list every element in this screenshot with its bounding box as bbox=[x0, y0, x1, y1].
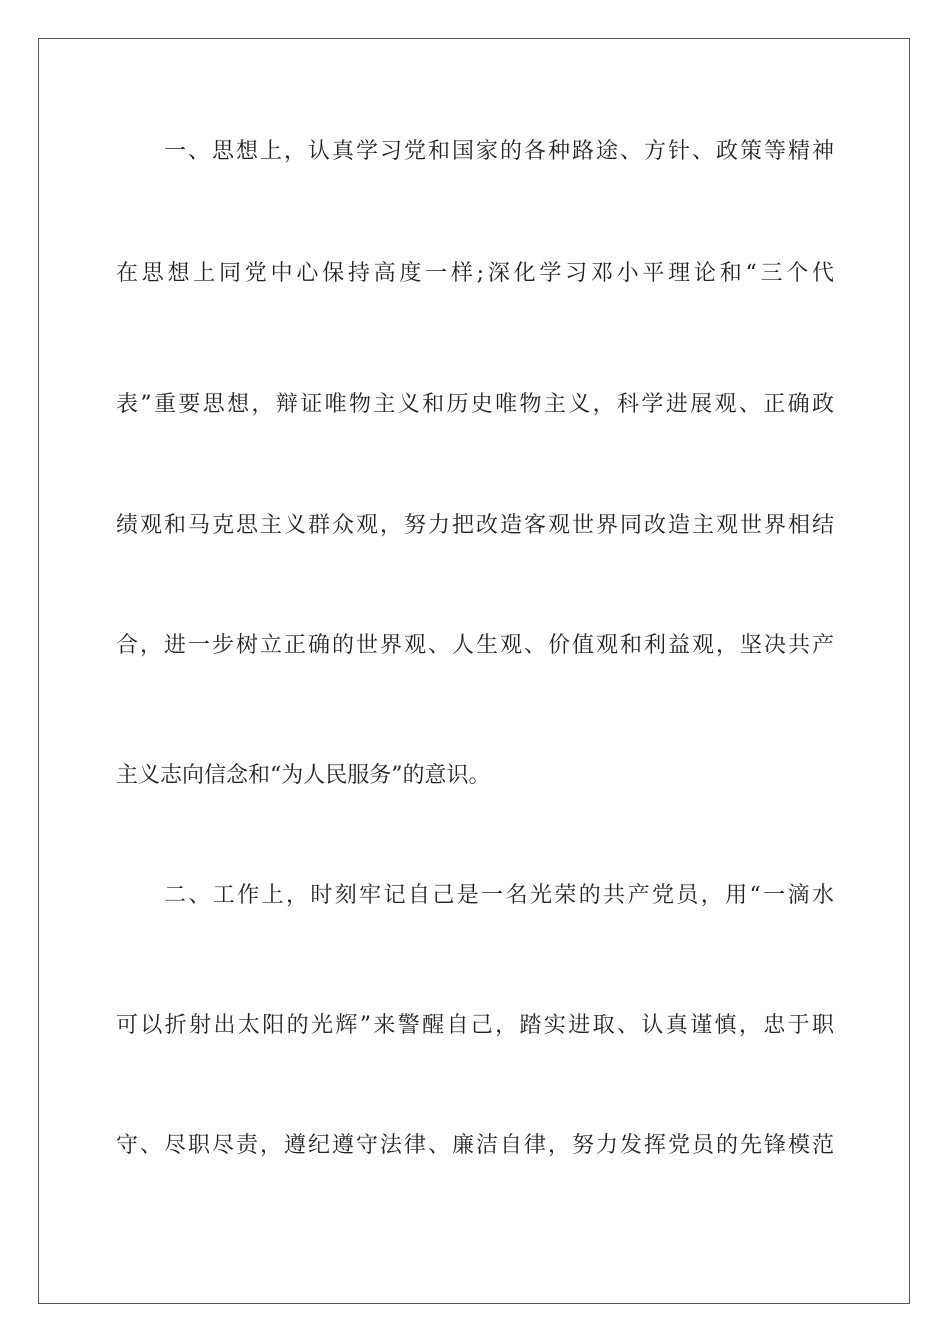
paragraph-line: 二、工作上，时刻牢记自己是一名光荣的共产党员，用“一滴水 bbox=[164, 883, 834, 908]
paragraph-line: 守、尽职尽责，遵纪遵守法律、廉洁自律，努力发挥党员的先锋模范 bbox=[116, 1133, 834, 1158]
page-border bbox=[38, 38, 910, 1304]
paragraph-line: 在思想上同党中心保持高度一样;深化学习邓小平理论和“三个代 bbox=[116, 261, 834, 286]
paragraph-line: 主义志向信念和“为人民服务”的意识。 bbox=[116, 763, 491, 788]
paragraph-line: 绩观和马克思主义群众观，努力把改造客观世界同改造主观世界相结 bbox=[116, 513, 834, 538]
paragraph-line: 可以折射出太阳的光辉”来警醒自己，踏实进取、认真谨慎，忠于职 bbox=[116, 1013, 834, 1038]
paragraph-line: 一、思想上，认真学习党和国家的各种路途、方针、政策等精神 bbox=[164, 139, 834, 164]
paragraph-line: 合，进一步树立正确的世界观、人生观、价值观和利益观，坚决共产 bbox=[116, 633, 834, 658]
paragraph-line: 表”重要思想，辩证唯物主义和历史唯物主义，科学进展观、正确政 bbox=[116, 392, 834, 417]
